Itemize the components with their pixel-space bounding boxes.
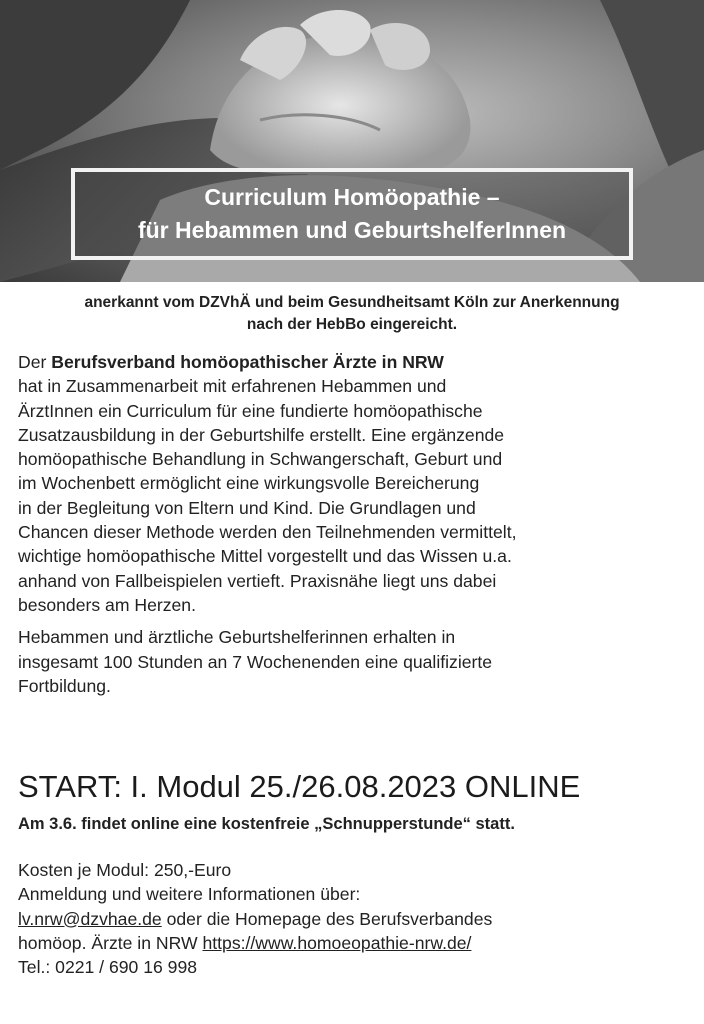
website-line — [18, 931, 698, 955]
registration-line: Anmeldung und weitere Informationen über: — [18, 884, 361, 905]
website-prefix: homöop. Ärzte in NRW — [18, 932, 203, 953]
text-line: homöopathische Behandlung in Schwangerschaft, Geburt und — [18, 449, 503, 470]
info-block — [18, 858, 698, 979]
title-line-2: für Hebammen und GeburtshelferInnen — [137, 217, 567, 243]
text-line: wichtige homöopathische Mittel vorgestellt und das Wissen u.a. — [18, 546, 512, 567]
p1-lead: Der — [18, 352, 52, 372]
text-line: Hebammen und ärztliche Geburtshelferinnen erhalten in — [18, 627, 456, 648]
text-line: besonders am Herzen. — [18, 594, 196, 615]
p1-bold: Berufsverband homöopathischer Ärzte in NRW — [51, 352, 444, 372]
costs-line: Kosten je Modul: 250,-Euro — [18, 860, 232, 880]
body-text — [18, 350, 694, 698]
text-line: insgesamt 100 Stunden an 7 Wochenenden eine qualifizierte — [18, 651, 493, 672]
text-line: in der Begleitung von Eltern und Kind. Die Grundlagen und — [18, 497, 476, 518]
contact-line — [18, 907, 698, 931]
text-line: Chancen dieser Methode werden den Teilnehmenden vermittelt, — [18, 522, 517, 543]
text-line: anhand von Fallbeispielen vertieft. Praxisnähe liegt uns dabei — [18, 570, 497, 591]
text-line: im Wochenbett ermöglicht eine wirkungsvolle Bereicherung — [18, 473, 480, 494]
text-line: Zusatzausbildung in der Geburtshilfe erstellt. Eine ergänzende — [18, 424, 505, 445]
email-suffix: oder die Homepage des Berufsverbandes — [161, 908, 493, 929]
hero-image — [0, 0, 704, 282]
title-box — [71, 168, 633, 260]
text-line: ÄrztInnen ein Curriculum für eine fundierte homöopathische — [18, 400, 483, 421]
email-link[interactable]: lv.nrw@dzvhae.de — [18, 908, 162, 929]
title-line-1: Curriculum Homöopathie – — [204, 184, 500, 210]
paragraph-2 — [18, 625, 694, 698]
phone-line: Tel.: 0221 / 690 16 998 — [18, 957, 198, 978]
subtitle-line-1: anerkannt vom DZVhÄ und beim Gesundheitsamt Köln zur Anerkennung — [84, 294, 620, 311]
start-headline: START: I. Modul 25./26.08.2023 ONLINE — [18, 769, 581, 804]
subtitle-line-2: nach der HebBo eingereicht. — [246, 316, 458, 333]
recognition-subtitle — [10, 292, 694, 336]
text-line: hat in Zusammenarbeit mit erfahrenen Hebammen und — [18, 376, 447, 397]
paragraph-1 — [18, 350, 694, 617]
website-link[interactable]: https://www.homoeopathie-nrw.de/ — [202, 932, 472, 953]
trial-note: Am 3.6. findet online eine kostenfreie „Schnupperstunde“ statt. — [18, 815, 515, 833]
text-line: Fortbildung. — [18, 675, 111, 696]
